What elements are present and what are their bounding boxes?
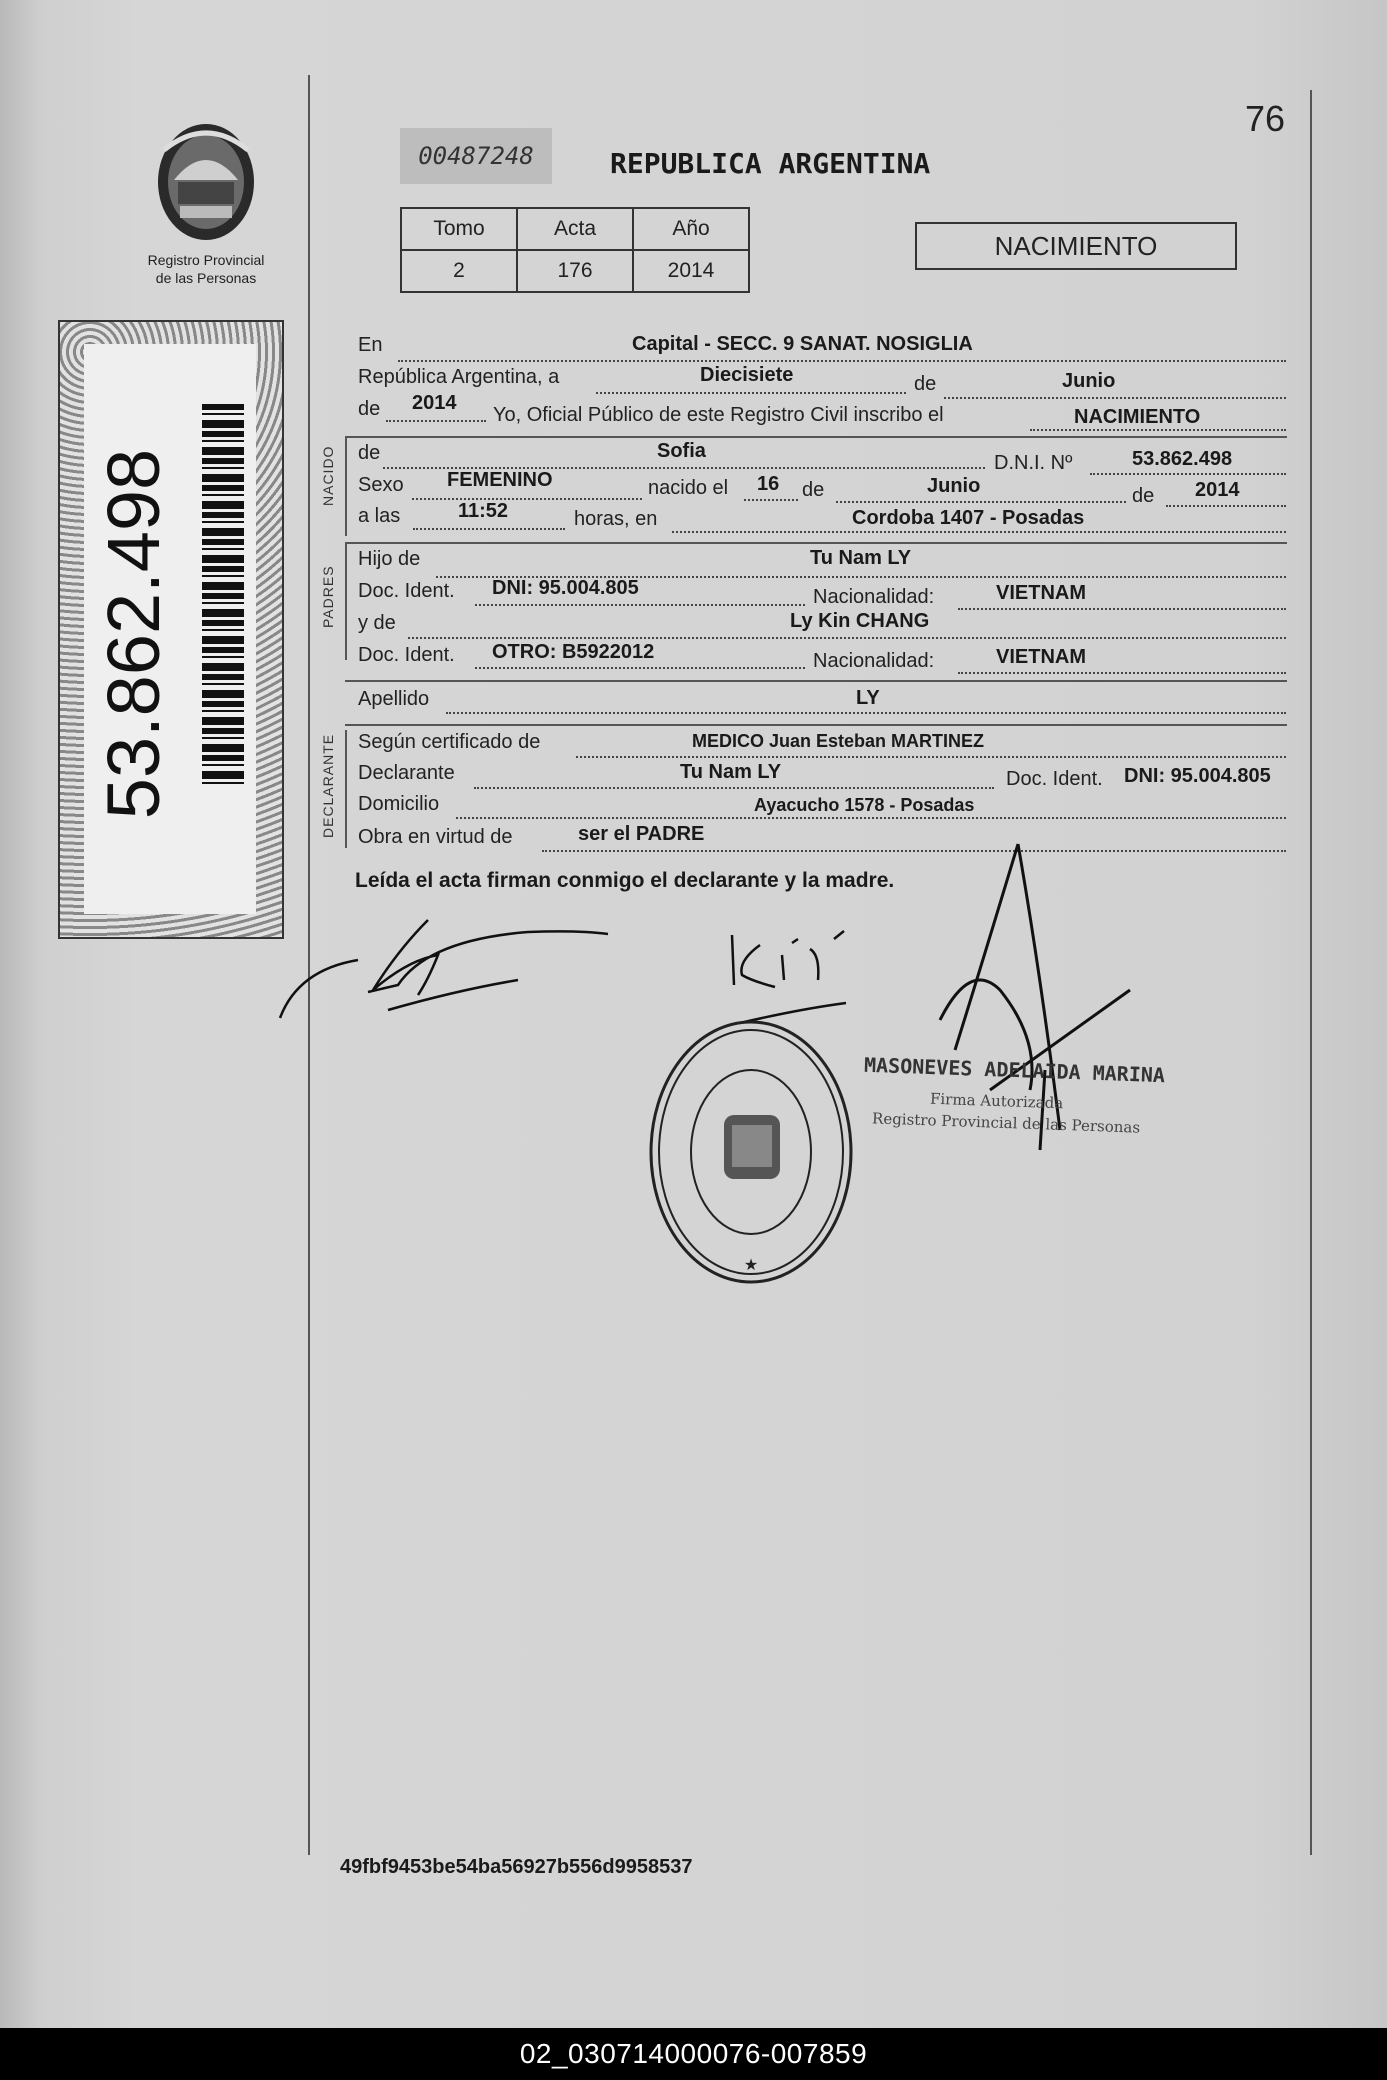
- mother-signature: [720, 925, 870, 1025]
- document-hash: 49fbf9453be54ba56927b556d9958537: [340, 1856, 693, 1878]
- mother-nat-value: VIETNAM: [996, 646, 1086, 668]
- en-value: Capital - SECC. 9 SANAT. NOSIGLIA: [632, 333, 973, 355]
- nacido-bracket: [345, 436, 347, 536]
- document-title: REPUBLICA ARGENTINA: [610, 147, 931, 180]
- apellido-dots: [446, 712, 1286, 714]
- intro-day-value: Diecisiete: [700, 364, 794, 386]
- record-value-acta: 176: [517, 250, 633, 292]
- record-type-box: NACIMIENTO: [915, 222, 1237, 270]
- a-las-label: a las: [358, 505, 401, 527]
- obra-value: ser el PADRE: [578, 823, 705, 845]
- nacido-rule: [345, 542, 1287, 544]
- day-dots: [596, 392, 906, 394]
- nacido-dni-value: 53.862.498: [1132, 448, 1233, 470]
- right-margin-rule: [1310, 90, 1312, 1855]
- apellido-label: Apellido: [358, 688, 430, 710]
- mother-doc-dots: [475, 667, 805, 669]
- father-value: Tu Nam LY: [810, 547, 912, 569]
- svg-text:★: ★: [743, 1257, 759, 1274]
- record-value-tomo: 2: [401, 250, 517, 292]
- father-doc-value: DNI: 95.004.805: [492, 577, 639, 599]
- declarante-section-label: DECLARANTE: [320, 733, 336, 838]
- republica-label: República Argentina, a: [358, 366, 560, 388]
- nacido-de2-label: de: [802, 479, 825, 501]
- declarante-doc-value: DNI: 95.004.805: [1124, 765, 1271, 787]
- declarante-doc-label: Doc. Ident.: [1006, 768, 1103, 790]
- certificado-label: Según certificado de: [358, 731, 541, 753]
- father-doc-label: Doc. Ident.: [358, 580, 455, 602]
- sexo-value: FEMENINO: [447, 469, 553, 491]
- padres-bracket: [345, 542, 347, 660]
- father-nat-dots: [958, 608, 1286, 610]
- intro-rule: [345, 436, 1287, 438]
- sexo-dots: [412, 498, 642, 500]
- logo-caption-line2: de las Personas: [155, 270, 257, 286]
- obra-label: Obra en virtud de: [358, 826, 513, 848]
- mother-nat-dots: [958, 672, 1286, 674]
- declarante-label: Declarante: [358, 762, 455, 784]
- time-dots: [413, 528, 565, 530]
- father-nat-value: VIETNAM: [996, 582, 1086, 604]
- closing-text: Leída el acta firman conmigo el declarante y la madre.: [355, 869, 895, 892]
- nacido-name-value: Sofia: [657, 440, 706, 462]
- record-header-ano: Año: [633, 208, 749, 250]
- nacido-el-label: nacido el: [648, 477, 729, 499]
- official-office: Registro Provincial de las Personas: [871, 1109, 1141, 1137]
- month-dots: [944, 397, 1286, 399]
- dni-barcode-panel: [84, 344, 256, 914]
- record-header-acta: Acta: [517, 208, 633, 250]
- en-dots: [398, 360, 1286, 362]
- nacido-month-dots: [836, 501, 1126, 503]
- place-value: Cordoba 1407 - Posadas: [852, 507, 1085, 529]
- official-title: Firma Autorizada: [929, 1089, 1064, 1113]
- declarante-value: Tu Nam LY: [680, 761, 782, 783]
- mother-nat-label: Nacionalidad:: [813, 650, 935, 672]
- sexo-label: Sexo: [358, 474, 404, 496]
- inscribo-dots: [1030, 429, 1286, 431]
- nacido-month-value: Junio: [927, 475, 981, 497]
- place-dots: [672, 531, 1286, 533]
- record-value-ano: 2014: [633, 250, 749, 292]
- dni-barcode-strip: [58, 320, 284, 939]
- en-label: En: [358, 334, 383, 356]
- intro-month-value: Junio: [1062, 370, 1116, 392]
- declarante-signature: [278, 910, 618, 1030]
- declarante-bracket: [345, 730, 347, 848]
- domicilio-value: Ayacucho 1578 - Posadas: [754, 795, 975, 815]
- mother-doc-label: Doc. Ident.: [358, 644, 455, 666]
- hijo-de-label: Hijo de: [358, 548, 421, 570]
- dni-vertical-number: 53.862.498: [92, 448, 175, 820]
- horas-label: horas, en: [574, 508, 658, 530]
- scan-footer-id: 02_030714000076-007859: [0, 2028, 1387, 2080]
- domicilio-label: Domicilio: [358, 793, 440, 815]
- padres-rule: [345, 680, 1287, 682]
- province-seal-logo: [150, 120, 262, 250]
- nacido-de3-label: de: [1132, 485, 1155, 507]
- certificado-dots: [576, 756, 1286, 758]
- registry-stamp: [646, 1015, 856, 1290]
- mother-doc-value: OTRO: B5922012: [492, 641, 655, 663]
- nacido-day-dots: [744, 499, 798, 501]
- nacido-year-dots: [1166, 505, 1286, 507]
- official-name: MASONEVES ADELAIDA MARINA: [863, 1052, 1166, 1088]
- time-value: 11:52: [458, 500, 509, 522]
- nacido-dni-dots: [1090, 473, 1286, 475]
- intro-de-label: de: [914, 373, 937, 395]
- serial-number: 00487248: [400, 128, 552, 184]
- nacido-day-value: 16: [757, 473, 780, 495]
- inscribo-value: NACIMIENTO: [1074, 406, 1201, 428]
- nacido-year-value: 2014: [1195, 479, 1240, 501]
- dni-barcode: [202, 404, 244, 784]
- apellido-value: LY: [856, 687, 880, 709]
- year-dots: [386, 420, 486, 422]
- declarante-dots: [474, 787, 994, 789]
- nacido-dni-label: D.N.I. Nº: [994, 452, 1073, 474]
- father-doc-dots: [475, 604, 805, 606]
- padres-section-label: PADRES: [320, 565, 336, 628]
- intro-de2-label: de: [358, 398, 381, 420]
- domicilio-dots: [456, 817, 1286, 819]
- nacido-section-label: NACIDO: [320, 445, 336, 506]
- oficial-text: Yo, Oficial Público de este Registro Civil inscribo el: [493, 404, 944, 426]
- mother-value: Ly Kin CHANG: [790, 610, 930, 632]
- intro-year-value: 2014: [412, 392, 457, 414]
- mother-dots: [408, 637, 1286, 639]
- record-header-tomo: Tomo: [401, 208, 517, 250]
- logo-caption-line1: Registro Provincial: [147, 252, 265, 268]
- y-de-label: y de: [358, 612, 396, 634]
- record-table: [400, 207, 750, 293]
- page-number: 76: [1245, 98, 1286, 139]
- father-nat-label: Nacionalidad:: [813, 586, 935, 608]
- nacido-de-label: de: [358, 442, 381, 464]
- certificado-value: MEDICO Juan Esteban MARTINEZ: [692, 731, 985, 751]
- apellido-rule: [345, 724, 1287, 726]
